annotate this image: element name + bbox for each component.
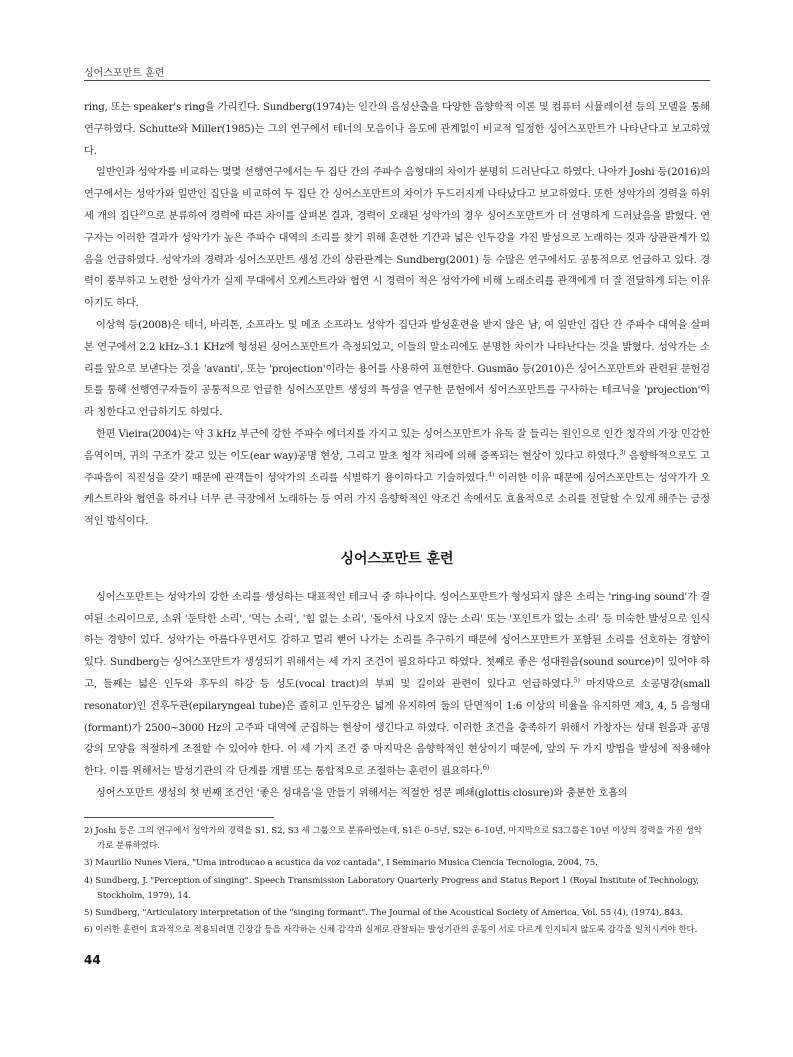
header-rule: [84, 80, 710, 81]
footnote-4: 4) Sundberg, J. "Perception of singing". Speech Transmission Laboratory Quarterly Progress and Status Report 1 (Royal Institute of Technology, Stockholm, 1979), 14.: [84, 875, 700, 901]
footnote-ref-6[interactable]: 6): [482, 763, 490, 772]
paragraph-5-part-b: 마지막으로 소공명강(small resonator)인 전후두관(epilaryngeal tube)은 좁히고 인두강은 넓게 유지하여 둘의 단면적이 1:6 이상의 비율을 유지하면 제3, 4, 5 음형대(formant)가 2500~3000 Hz의 고주파 대역에 군집하는 현상이 생긴다고 하였다. 이러한 조건을 충족하기 위해서 가창자는 성대 원음과 공명강의 모양을 적절하게 조절할 수 있어야 한다. 이 세 가지 조건 중 마지막은 음향학적인 현상이기 때문에, 앞의 두 가지 방법을 발성에 적용해야 한다. 이를 위해서는 발성기관의 각 단계를 개별 또는 통합적으로 조절하는 훈련이 필요하다.: [84, 678, 710, 778]
footnote-ref-3[interactable]: 3): [619, 448, 626, 457]
footnote-2: 2) Joshi 등은 그의 연구에서 성악가의 경력을 S1, S2, S3 세 그룹으로 분류하였는데, S1은 0–5년, S2는 6–10년, 마지막으로 S3그룹은 10년 이상의 경력을 가진 성악가로 분류하였다.: [84, 826, 702, 852]
paragraph-4: [84, 424, 710, 533]
paragraph-6: 싱어스포만트 생성의 첫 번째 조건인 '좋은 성대음'을 만들기 위해서는 적절한 성문 폐쇄(glottis closure)와 충분한 호흡의: [96, 787, 628, 799]
paragraph-3: 이상혁 등(2008)은 테너, 바리톤, 소프라노 및 메조 소프라노 성악가 집단과 발성훈련을 받지 않은 남, 여 일반인 집단 간 주파수 대역을 살펴본 연구에서 2.2 kHz–3.1 KHz에 형성된 싱어스포만트가 측정되었고, 이들의 말소리에도 분명한 차이가 나타난다는 것을 밝혔다. 성악가는 소리를 앞으로 보낸다는 것을 'avanti', 또는 'projection'이라는 용어를 사용하여 표현한다. Gusmão 등(2010)은 싱어스포만트와 관련된 문헌검토를 통해 선행연구자들이 공통적으로 언급한 싱어스포만트 생성의 특성을 연구한 문헌에서 싱어스포만트를 구사하는 테크닉을 'projection'이라 칭한다고 언급하기도 하였다.: [84, 319, 710, 419]
footnote-5: 5) Sundberg, "Articulatory interpretation of the "singing formant". The Journal of the Acoustical Society of America, Vol. 55 (4), (1974), 843.: [84, 908, 683, 919]
paragraph-5: [84, 587, 710, 783]
footnote-ref-2[interactable]: 2): [139, 208, 146, 217]
page-number: 44: [84, 953, 101, 967]
footnote-rule: [84, 817, 274, 818]
paragraph-5-part-a: 싱어스포만트는 성악가의 강한 소리를 생성하는 대표적인 테크닉 중 하나이다. 싱어스포만트가 형성되지 않은 소리는 'ring-ing sound'가 결여된 소리이므로, 소위 '둔탁한 소리', '먹는 소리', '힘 없는 소리', '돌아서 나오지 않는 소리' 또는 '포인트가 없는 소리' 등 미숙한 발성으로 인식하는 경향이 있다. 성악가는 아름다우면서도 강하고 멀리 뻗어 나가는 소리를 추구하기 때문에 싱어스포만트가 포함된 소리를 선호하는 경향이 있다. Sundberg는 싱어스포만트가 생성되기 위해서는 세 가지 조건이 필요하다고 하였다. 첫째로 좋은 성대원음(sound source)이 있어야 하고, 둘째는 넓은 인두와 후두의 하강 등 성도(vocal tract)의 부피 및 길이와 관련이 있다고 언급하였다.: [84, 591, 710, 690]
section-title: 싱어스포만트 훈련: [340, 550, 454, 567]
main-text: [84, 97, 710, 805]
paragraph-4-part-b: 음향학적으로도 고주파음이 직진성을 갖기 때문에 관객들이 성악가의 소리를 식별하기 용이하다고 기술하였다.: [84, 450, 710, 484]
footnote-ref-5[interactable]: 5): [573, 676, 580, 685]
paragraph-1: ring, 또는 speaker's ring을 가리킨다. Sundberg(1974)는 인간의 음성산출을 다양한 음향학적 이론 및 컴퓨터 시뮬레이션 등의 모델을 통해 연구하였다. Schutte와 Miller(1985)는 그의 연구에서 테너의 모음이나 음도에 관계없이 비교적 일정한 싱어스포만트가 나타난다고 보고하였다.: [84, 102, 710, 157]
running-header: 싱어스포만트 훈련: [84, 68, 165, 79]
footnote-ref-4[interactable]: 4): [488, 470, 495, 479]
footnote-3: 3) Maurilio Nunes Viera, "Uma introducao a acustica da voz cantada", I Seminario Musica Ciencia Tecnologia, 2004, 75.: [84, 858, 598, 869]
footnotes: [84, 822, 710, 940]
footnote-6: 6) 이러한 훈련이 효과적으로 적용되려면 긴장감 등을 자각하는 신체 감각과 실제로 관찰되는 발성기관의 운동이 서로 다르게 인지되지 않도록 감각을 일치시켜야 한다.: [84, 925, 698, 936]
paragraph-4-part-a: 한편 Vieira(2004)는 약 3 kHz 부근에 강한 주파수 에너지를 가지고 있는 싱어스포만트가 유독 잘 들리는 원인으로 인간 청각의 가장 민감한 음역이며, 귀의 구조가 갖고 있는 이도(ear way)공명 현상, 그리고 말초 청각 처리에 의해 증폭되는 현상이 있다고 하였다.: [84, 428, 710, 462]
paragraph-2: [84, 162, 710, 315]
paragraph-2-part-b: 으로 분류하여 경력에 따른 차이를 살펴본 결과, 경력이 오래된 성악가의 경우 싱어스포만트가 더 선명하게 드러났음을 밝혔다. 연구자는 이러한 결과가 성악가가 높은 주파수 대역의 소리를 찾기 위해 훈련한 기간과 넓은 인두강을 가진 발성으로 노래하는 것과 상관관계가 있음을 언급하였다. 성악가의 경력과 싱어스포만트 생성 간의 상관관계는 Sundberg(2001) 등 수많은 연구에서도 공통적으로 언급하고 있다. 경력이 풍부하고 노련한 성악가가 실제 무대에서 오케스트라와 협연 시 경력이 적은 성악가에 비해 노래소리를 관객에게 더 잘 전달하게 되는 이유이기도 하다.: [84, 210, 710, 310]
paragraph-2-part-a: 일반인과 성악가를 비교하는 몇몇 선행연구에서는 두 집단 간의 주파수 음형대의 차이가 분명히 드러난다고 하였다. 나아가 Joshi 등(2016)의 연구에서는 성악가와 일반인 집단을 비교하여 두 집단 간 싱어스포만트의 차이가 두드러지게 나타났다고 보고하였다. 또한 성악가의 경력을 하위 세 개의 집단: [84, 167, 710, 222]
paragraph-4-part-c: 이러한 이유 때문에 싱어스포만트는 성악가가 오케스트라와 협연을 하거나 너무 큰 극장에서 노래하는 등 여러 가지 음향학적인 악조건 속에서도 효율적으로 소리를 전달할 수 있게 해주는 긍정적인 방식이다.: [84, 472, 710, 528]
